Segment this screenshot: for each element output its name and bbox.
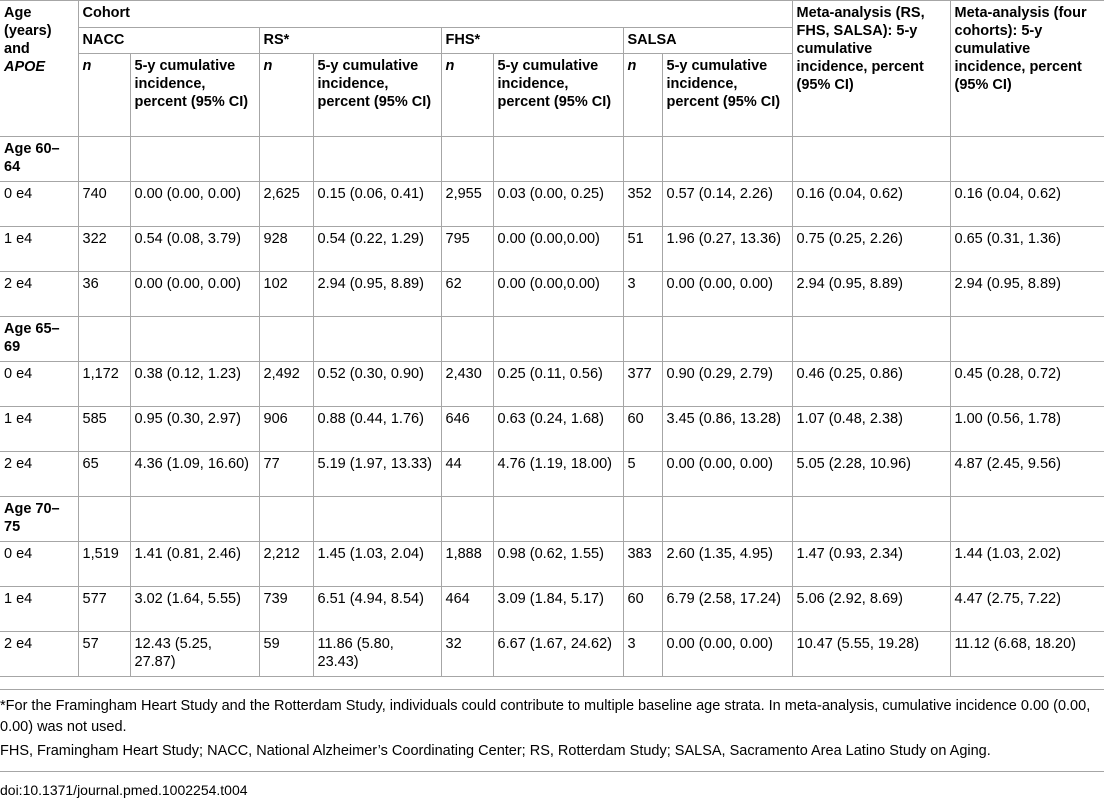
salsa-n-cell: 60 — [623, 587, 662, 632]
rs-n-cell: 739 — [259, 587, 313, 632]
empty-cell — [259, 317, 313, 362]
salsa-n-cell: 51 — [623, 227, 662, 272]
empty-cell — [662, 497, 792, 542]
empty-cell — [623, 317, 662, 362]
rs-n-cell: 2,212 — [259, 542, 313, 587]
rs-n-cell: 59 — [259, 632, 313, 677]
meta4-cell: 0.65 (0.31, 1.36) — [950, 227, 1104, 272]
empty-cell — [259, 137, 313, 182]
empty-cell — [441, 497, 493, 542]
nacc-incidence-cell: 3.02 (1.64, 5.55) — [130, 587, 259, 632]
nacc-n-cell: 577 — [78, 587, 130, 632]
empty-cell — [623, 497, 662, 542]
apoe-cell: 2 e4 — [0, 632, 78, 677]
empty-cell — [441, 317, 493, 362]
salsa-incidence-cell: 2.60 (1.35, 4.95) — [662, 542, 792, 587]
rs-n-cell: 102 — [259, 272, 313, 317]
empty-cell — [78, 497, 130, 542]
empty-cell — [130, 497, 259, 542]
empty-cell — [950, 497, 1104, 542]
nacc-n-cell: 740 — [78, 182, 130, 227]
footnote-rule — [0, 689, 1104, 690]
salsa-n-cell: 383 — [623, 542, 662, 587]
empty-cell — [313, 137, 441, 182]
fhs-n-cell: 464 — [441, 587, 493, 632]
meta3-cell: 5.06 (2.92, 8.69) — [792, 587, 950, 632]
rs-incidence-cell: 5.19 (1.97, 13.33) — [313, 452, 441, 497]
empty-cell — [493, 317, 623, 362]
rs-incidence-cell: 11.86 (5.80, 23.43) — [313, 632, 441, 677]
nacc-n-cell: 65 — [78, 452, 130, 497]
doi-label: doi:10.1371/journal.pmed.1002254.t004 — [0, 782, 248, 798]
salsa-n-cell: 3 — [623, 632, 662, 677]
fhs-n-cell: 2,955 — [441, 182, 493, 227]
apoe-cell: 1 e4 — [0, 227, 78, 272]
empty-cell — [662, 137, 792, 182]
nacc-incidence-cell: 0.00 (0.00, 0.00) — [130, 182, 259, 227]
nacc-incidence-cell: 0.00 (0.00, 0.00) — [130, 272, 259, 317]
apoe-cell: 1 e4 — [0, 587, 78, 632]
table-row — [0, 362, 1104, 407]
age-apoe-header: Age (years) and APOE — [0, 1, 78, 137]
table-row — [0, 452, 1104, 497]
empty-cell — [623, 137, 662, 182]
nacc-n-cell: 322 — [78, 227, 130, 272]
empty-cell — [78, 137, 130, 182]
rs-incidence-cell: 2.94 (0.95, 8.89) — [313, 272, 441, 317]
salsa-incidence-cell: 0.57 (0.14, 2.26) — [662, 182, 792, 227]
table-body — [0, 137, 1104, 677]
salsa-incidence-cell: 1.96 (0.27, 13.36) — [662, 227, 792, 272]
empty-cell — [792, 497, 950, 542]
fhs-n-cell: 795 — [441, 227, 493, 272]
meta3-cell: 10.47 (5.55, 19.28) — [792, 632, 950, 677]
meta4-cell: 4.47 (2.75, 7.22) — [950, 587, 1104, 632]
empty-cell — [662, 317, 792, 362]
rs-n-cell: 77 — [259, 452, 313, 497]
nacc-n-cell: 57 — [78, 632, 130, 677]
rs-n-cell: 2,492 — [259, 362, 313, 407]
rs-incidence-cell: 0.88 (0.44, 1.76) — [313, 407, 441, 452]
empty-cell — [313, 317, 441, 362]
rs-incidence-cell: 6.51 (4.94, 8.54) — [313, 587, 441, 632]
empty-cell — [130, 317, 259, 362]
salsa-n-cell: 3 — [623, 272, 662, 317]
fhs-incidence-cell: 3.09 (1.84, 5.17) — [493, 587, 623, 632]
fhs-n-cell: 646 — [441, 407, 493, 452]
meta3-cell: 5.05 (2.28, 10.96) — [792, 452, 950, 497]
salsa-incidence-cell: 0.00 (0.00, 0.00) — [662, 272, 792, 317]
table-row — [0, 632, 1104, 677]
meta4-header: Meta-analysis (four cohorts): 5-y cumulative incidence, percent (95% CI) — [950, 1, 1104, 137]
cohort-rs-header: RS* — [259, 28, 441, 54]
meta4-cell: 1.00 (0.56, 1.78) — [950, 407, 1104, 452]
salsa-n-cell: 352 — [623, 182, 662, 227]
doi-rule — [0, 771, 1104, 772]
age-group-row — [0, 317, 1104, 362]
rs-n-cell: 928 — [259, 227, 313, 272]
fhs-incidence-cell: 0.25 (0.11, 0.56) — [493, 362, 623, 407]
meta4-cell: 11.12 (6.68, 18.20) — [950, 632, 1104, 677]
meta3-cell: 2.94 (0.95, 8.89) — [792, 272, 950, 317]
age-group-row — [0, 497, 1104, 542]
rs-n-cell: 2,625 — [259, 182, 313, 227]
meta3-cell: 1.47 (0.93, 2.34) — [792, 542, 950, 587]
salsa-n-cell: 377 — [623, 362, 662, 407]
salsa-incidence-cell: 3.45 (0.86, 13.28) — [662, 407, 792, 452]
fhs-n-cell: 1,888 — [441, 542, 493, 587]
apoe-cell: 0 e4 — [0, 362, 78, 407]
rs-n-cell: 906 — [259, 407, 313, 452]
nacc-n-cell: 1,172 — [78, 362, 130, 407]
fhs-incidence-cell: 6.67 (1.67, 24.62) — [493, 632, 623, 677]
fhs-incidence-cell: 0.98 (0.62, 1.55) — [493, 542, 623, 587]
fhs-incidence-cell: 0.00 (0.00,0.00) — [493, 227, 623, 272]
fhs-incidence-cell: 0.03 (0.00, 0.25) — [493, 182, 623, 227]
incidence-header: 5-y cumulative incidence, percent (95% CI) — [313, 54, 441, 137]
apoe-cell: 2 e4 — [0, 272, 78, 317]
cohort-nacc-header: NACC — [78, 28, 259, 54]
age-group-label: Age 65–69 — [0, 317, 78, 362]
fhs-n-cell: 44 — [441, 452, 493, 497]
nacc-n-cell: 36 — [78, 272, 130, 317]
empty-cell — [441, 137, 493, 182]
salsa-incidence-cell: 0.00 (0.00, 0.00) — [662, 452, 792, 497]
fhs-incidence-cell: 4.76 (1.19, 18.00) — [493, 452, 623, 497]
apoe-cell: 1 e4 — [0, 407, 78, 452]
table-row — [0, 272, 1104, 317]
footnote-star: *For the Framingham Heart Study and the Rotterdam Study, individuals could contribute to multiple baseline age strata. In meta-analysis, cumulative incidence 0.00 (0.00, 0.00) was not used. — [0, 698, 1091, 735]
nacc-incidence-cell: 4.36 (1.09, 16.60) — [130, 452, 259, 497]
meta4-cell: 1.44 (1.03, 2.02) — [950, 542, 1104, 587]
meta3-cell: 1.07 (0.48, 2.38) — [792, 407, 950, 452]
rs-incidence-cell: 1.45 (1.03, 2.04) — [313, 542, 441, 587]
empty-cell — [950, 317, 1104, 362]
cohort-header: Cohort — [78, 1, 792, 28]
cohort-salsa-header: SALSA — [623, 28, 792, 54]
empty-cell — [792, 317, 950, 362]
empty-cell — [792, 137, 950, 182]
fhs-n-cell: 62 — [441, 272, 493, 317]
meta3-cell: 0.16 (0.04, 0.62) — [792, 182, 950, 227]
meta3-cell: 0.75 (0.25, 2.26) — [792, 227, 950, 272]
table-row — [0, 227, 1104, 272]
meta4-cell: 0.45 (0.28, 0.72) — [950, 362, 1104, 407]
nacc-incidence-cell: 12.43 (5.25, 27.87) — [130, 632, 259, 677]
age-group-label: Age 60–64 — [0, 137, 78, 182]
rs-incidence-cell: 0.52 (0.30, 0.90) — [313, 362, 441, 407]
meta3-cell: 0.46 (0.25, 0.86) — [792, 362, 950, 407]
meta4-cell: 2.94 (0.95, 8.89) — [950, 272, 1104, 317]
n-header: n — [441, 54, 493, 137]
age-group-label: Age 70–75 — [0, 497, 78, 542]
fhs-incidence-cell: 0.63 (0.24, 1.68) — [493, 407, 623, 452]
incidence-header: 5-y cumulative incidence, percent (95% CI) — [493, 54, 623, 137]
nacc-n-cell: 1,519 — [78, 542, 130, 587]
apoe-cell: 2 e4 — [0, 452, 78, 497]
n-header: n — [259, 54, 313, 137]
table-row — [0, 587, 1104, 632]
nacc-incidence-cell: 0.38 (0.12, 1.23) — [130, 362, 259, 407]
empty-cell — [130, 137, 259, 182]
fhs-n-cell: 2,430 — [441, 362, 493, 407]
meta3-header: Meta-analysis (RS, FHS, SALSA): 5-y cumulative incidence, percent (95% CI) — [792, 1, 950, 137]
salsa-incidence-cell: 6.79 (2.58, 17.24) — [662, 587, 792, 632]
salsa-incidence-cell: 0.90 (0.29, 2.79) — [662, 362, 792, 407]
nacc-incidence-cell: 0.95 (0.30, 2.97) — [130, 407, 259, 452]
n-header: n — [623, 54, 662, 137]
nacc-n-cell: 585 — [78, 407, 130, 452]
empty-cell — [259, 497, 313, 542]
apoe-cell: 0 e4 — [0, 542, 78, 587]
fhs-n-cell: 32 — [441, 632, 493, 677]
table-row — [0, 182, 1104, 227]
age-group-row — [0, 137, 1104, 182]
table-row — [0, 407, 1104, 452]
meta4-cell: 0.16 (0.04, 0.62) — [950, 182, 1104, 227]
salsa-n-cell: 5 — [623, 452, 662, 497]
empty-cell — [493, 497, 623, 542]
rs-incidence-cell: 0.15 (0.06, 0.41) — [313, 182, 441, 227]
empty-cell — [950, 137, 1104, 182]
incidence-header: 5-y cumulative incidence, percent (95% CI) — [130, 54, 259, 137]
incidence-header: 5-y cumulative incidence, percent (95% CI) — [662, 54, 792, 137]
fhs-incidence-cell: 0.00 (0.00,0.00) — [493, 272, 623, 317]
salsa-n-cell: 60 — [623, 407, 662, 452]
footnote-abbreviations: FHS, Framingham Heart Study; NACC, National Alzheimer’s Coordinating Center; RS, Rotterdam Study; SALSA, Sacramento Area Latino Study on Aging. — [0, 743, 991, 759]
empty-cell — [493, 137, 623, 182]
nacc-incidence-cell: 1.41 (0.81, 2.46) — [130, 542, 259, 587]
apoe-cell: 0 e4 — [0, 182, 78, 227]
cohort-fhs-header: FHS* — [441, 28, 623, 54]
rs-incidence-cell: 0.54 (0.22, 1.29) — [313, 227, 441, 272]
meta4-cell: 4.87 (2.45, 9.56) — [950, 452, 1104, 497]
empty-cell — [78, 317, 130, 362]
table-row — [0, 542, 1104, 587]
n-header: n — [78, 54, 130, 137]
salsa-incidence-cell: 0.00 (0.00, 0.00) — [662, 632, 792, 677]
nacc-incidence-cell: 0.54 (0.08, 3.79) — [130, 227, 259, 272]
empty-cell — [313, 497, 441, 542]
